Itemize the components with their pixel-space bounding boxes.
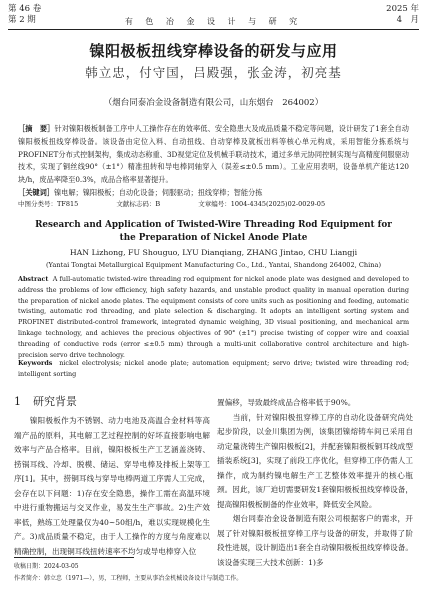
keywords-en-label: Keywords (18, 359, 53, 367)
english-title (0, 219, 427, 244)
volume-number: 第 46 卷 (8, 4, 42, 14)
article-authors: 韩立忠，付守国，吕殿强，张金涛，初亮基 (85, 65, 342, 80)
abstract-cn-text: 针对镍阳极板制备工序中人工操作存在的效率低、安全隐患大及成品质量不稳定等问题，设计研发了1套全自动镍阳极板扭线穿棒设备。该设备由定位入料、自动扭线、自动穿棒及就板出料等核心单元构成，采用智能分拣系统与PROFINET分布式控制架构，集成动态称重、3D视觉定位及机械手联动技术，通过多单元协同控制实现与高精度伺服驱动技术，实现了铜丝线90°（±1°）精准扭转和导电棒同轴穿入（误差≤±0.5 mm）。工业应用表明，设备单机产能达120块/h，废品率降至0.3%，成品合格率显著提升。 (18, 124, 409, 185)
body-column-left: 镍阳极板作为不锈钢、动力电池及高温合金材料等高端产品的原料，其电解工艺过程控制的好坏直接影响电解效率与产品合格率。目前，镍阳极板生产工艺涵盖浇铸、捞锅耳线、冷却、脱模、储运、穿导电棒及排板上架等工序[1]。其中，捞铜耳线与穿导电棒两道工序需人工完成，会存在以下问题：1)存在安全隐患，操作工需在高温环境中进行重物搬运与交叉作业，易发生生产事故。2)生产效率低，熟练工处理量仅为40~50组/h，难以实现规模化生产。3)成品质量不稳定，由于人工操作的方度与角度难以精确控制，出现铜耳线扭转速率不均匀或导电棒穿入位 (14, 416, 210, 556)
abstract-en-text: A full-automatic twisted-wire threading rod equipment for nickel anode plate was designed and developed to address the problems of low efficiency, high safety hazards, and unstable product quality in manual operation during the preparation of nickel anode plates. The equipment consists of core units such as positioning and feeding, automatic twisting, automatic rod threading, and plate selection & discharging. It adopts an intelligent sorting system and PROFINET distributed-control framework, integrated dynamic weighing, 3D visual positioning, and mechanical arm linkage technology, and achieves the precious objectives of 90° (±1°) precise twisting of copper wire and coaxial threading of conductive rods (error ≤±0.5 mm) through a multi-unit collaborative control architecture and high-precision servo drive technology. (18, 275, 409, 359)
english-authors: HAN Lizhong, FU Shouguo, LYU Dianqiang, ZHANG Jintao, CHU Liangji (69, 248, 358, 257)
article-number: 文章编号：1004-4345(2025)02-0029-05 (198, 200, 326, 208)
abstract-en (18, 274, 409, 360)
author-affiliation: （烟台同泰冶金设备制造有限公司，山东烟台 264002） (103, 98, 324, 108)
abstract-cn (18, 123, 409, 187)
english-affiliation: (Yantai Tongtai Metallurgical Equipment Manufacturing Co., Ltd., Yantai, Shandong 264002, China) (45, 261, 382, 269)
keywords-cn (18, 187, 409, 199)
section-number: 1 (14, 395, 21, 408)
english-title-line1: Research and Application of Twisted-Wire Threading Rod Equipment for (35, 220, 392, 230)
article-title: 镍阳极板扭线穿棒设备的研发与应用 (89, 42, 338, 60)
publication-year: 2025 年 (386, 4, 419, 14)
document-code: 文献标志码：B (116, 200, 161, 208)
journal-name: 有 色 冶 金 设 计 与 研 究 (124, 17, 303, 26)
footnote-author-bio: 作者简介：韩立忠（1971—），男，工程师，主要从事冶金机械设备设计与制造工作。 (14, 575, 243, 582)
footnote-received: 收稿日期：2024-03-05 (14, 563, 79, 570)
issue-number: 第 2 期 (8, 14, 36, 25)
publication-date (386, 4, 419, 25)
keywords-en-text: nickel electrolysis; nickel anode plate; automation equipment; servo drive; twisted wire threading rod; intelligent sorting (18, 359, 409, 378)
header-rule (8, 29, 419, 30)
body-column-right: 置偏移，导致最终成品合格率低于90%。 当前，针对镍阳极扭穿棒工序的自动化设备研究尚处起步阶段，以金川集团为例，该集团镍熔铸车间已采用自动定量浇铸生产镍阳极板[2]，并配套镍阳极板铜耳线成型插装系统[3]，实现了前段工序优化，但穿棒工序仍需人工操作，成为制约镍电解生产工艺整体效率提升的核心瓶颈。因此，该厂迫切需要研发1套镍阳极板扭线穿棒设备，提高镍阳极板制备的作业效率，降低安全风险。 烟台同泰冶金设备制造有限公司根据客户的需求，开展了针对镍阳极板扭穿棒工序与设备的研发，并取得了阶段性进展，设计制造出1套全自动镍阳极板扭线穿棒设备。该设备实现三大技术创新：1)多 (217, 398, 413, 567)
publication-month: 4 月 (396, 14, 419, 25)
footnote-rule (14, 557, 134, 558)
keywords-cn-text: 镍电解；镍阳极板；自动化设备；伺服驱动；扭线穿棒；智能分拣 (53, 188, 263, 197)
abstract-cn-label: ［摘 要］ (18, 124, 55, 133)
abstract-en-label: Abstract (18, 275, 49, 283)
section-heading (14, 393, 77, 409)
section-title: 研究背景 (33, 395, 77, 408)
keywords-en (18, 358, 409, 380)
keywords-cn-label: ［关键词］ (18, 188, 54, 197)
clc-number: 中图分类号：TF815 (18, 200, 79, 208)
english-title-line2: the Preparation of Nickel Anode Plate (119, 232, 308, 243)
classification-line (18, 199, 409, 208)
